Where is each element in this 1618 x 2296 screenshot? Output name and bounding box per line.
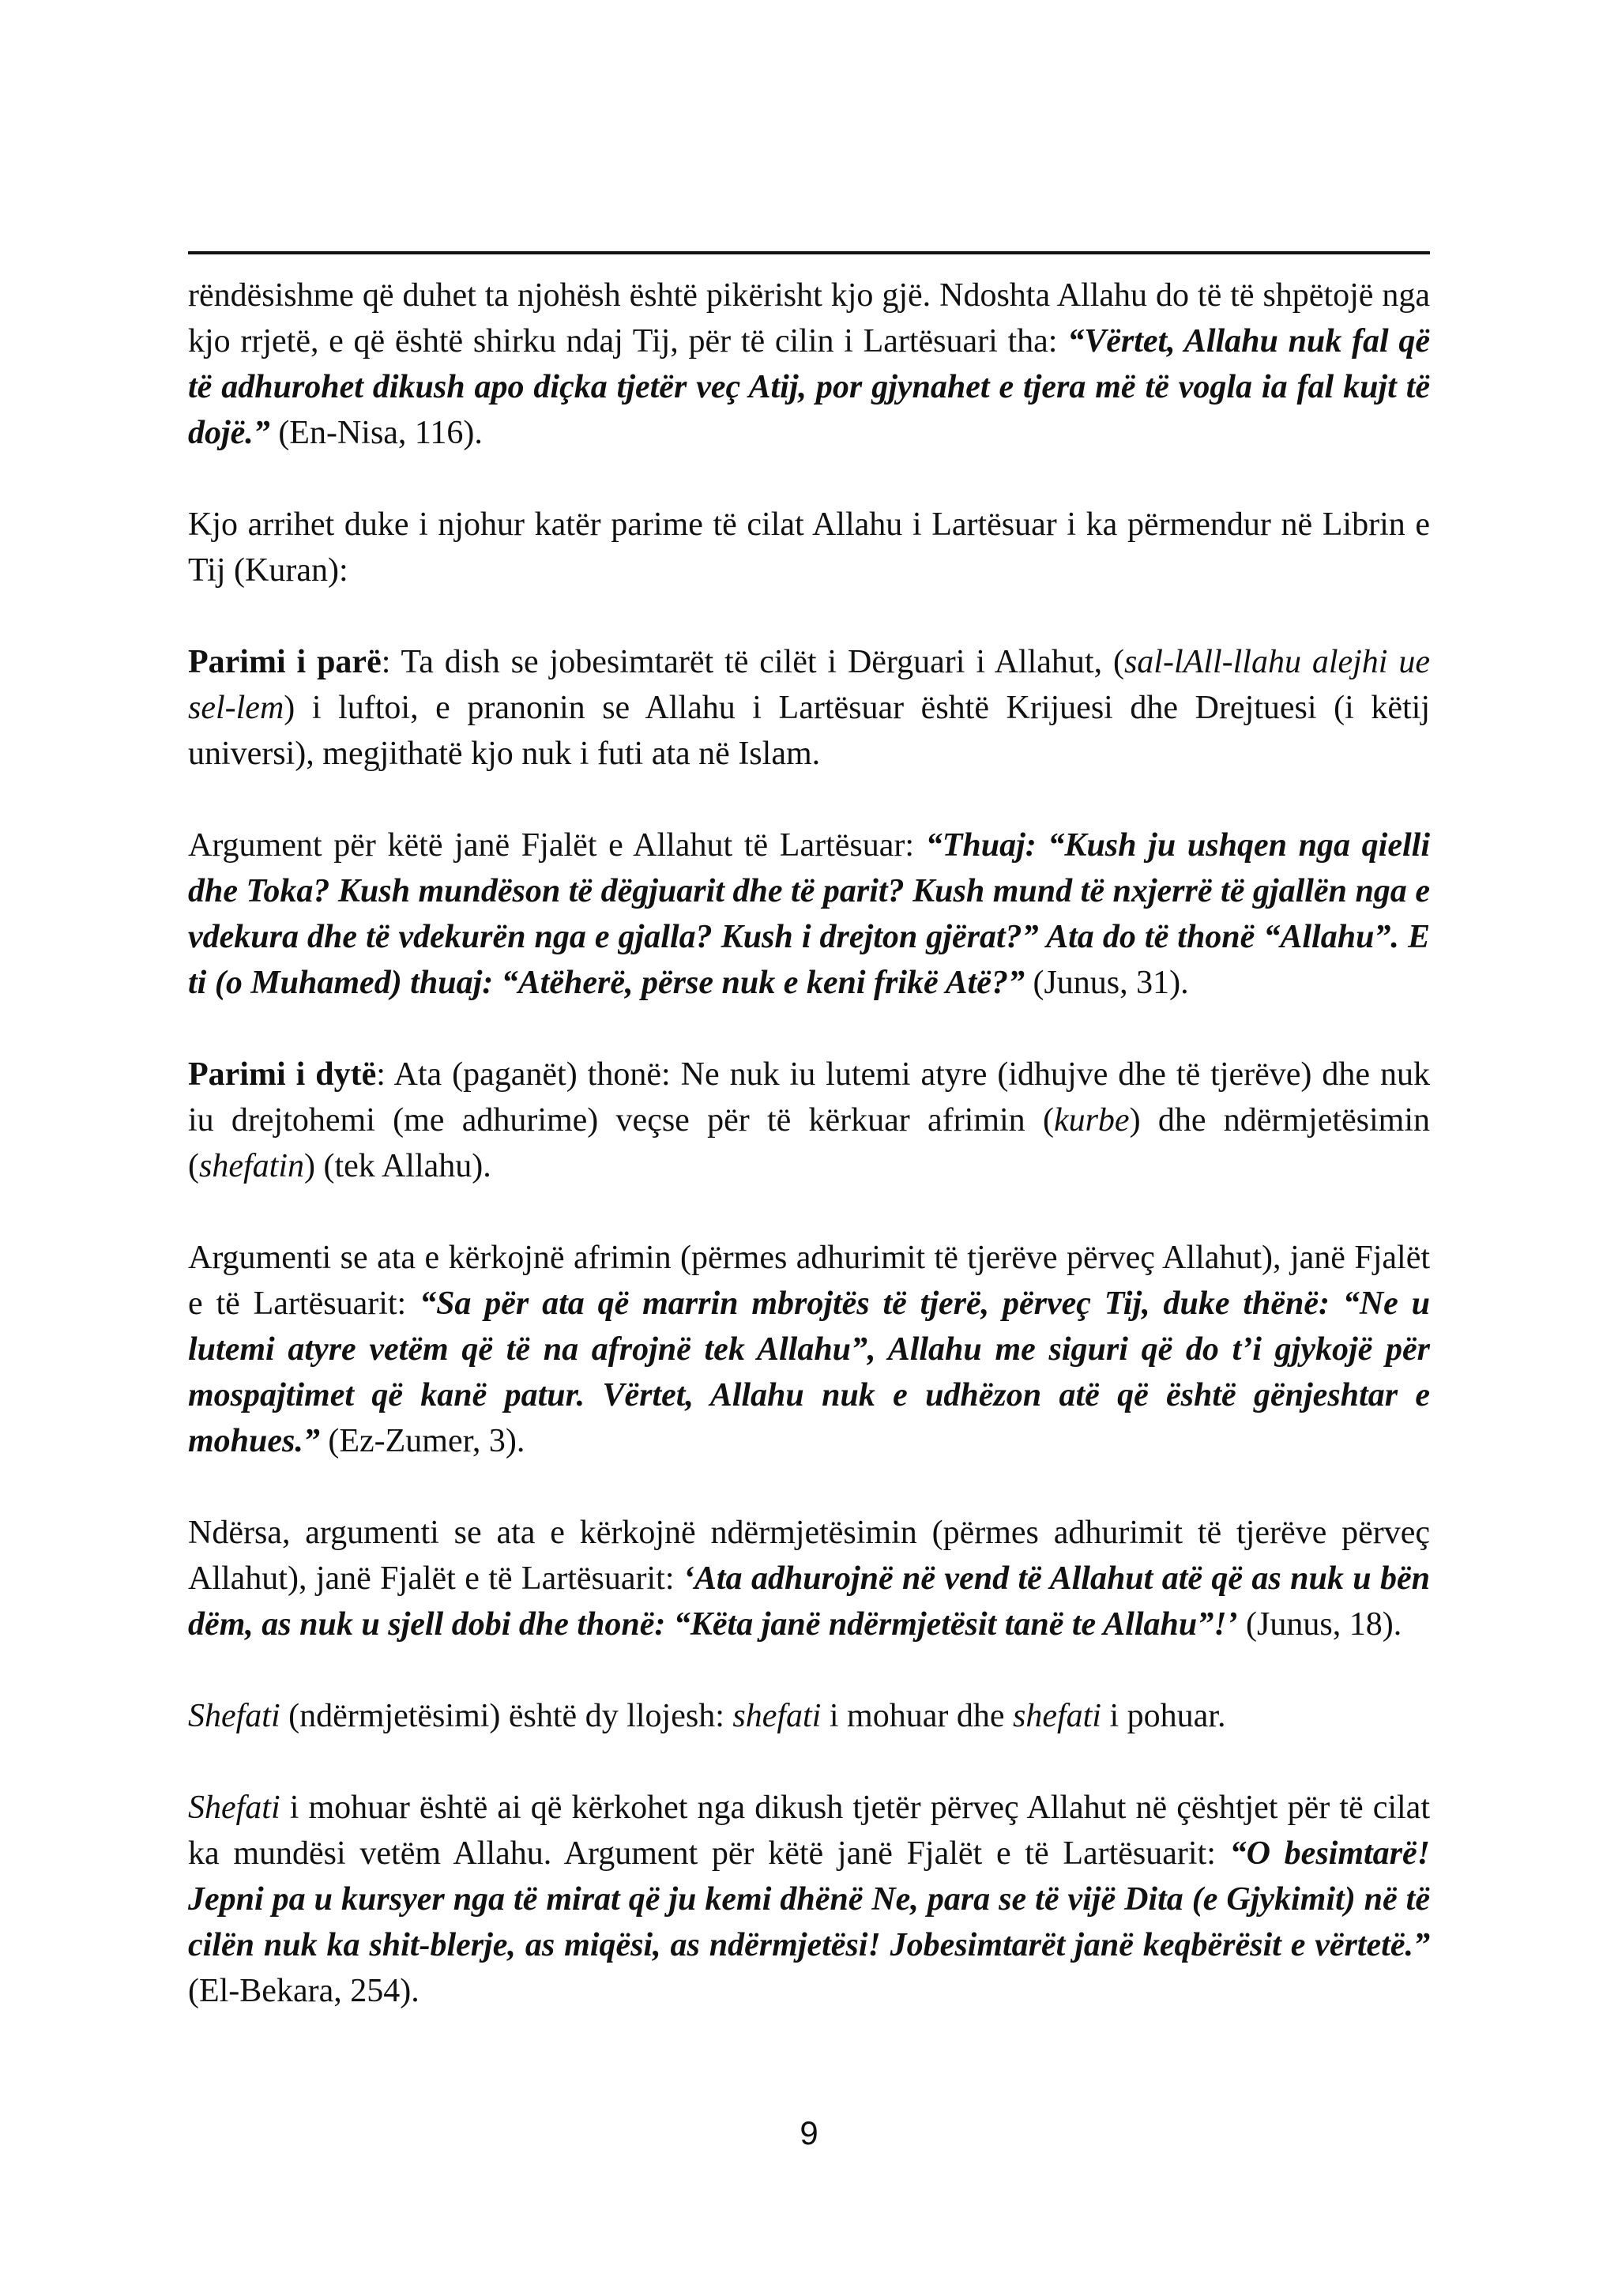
body-text (188, 273, 1430, 2060)
paragraph-text: : Ta dish se jobesimtarët të cilët i Dërguari i Allahut, ( (381, 644, 1124, 680)
paragraph-7 (188, 1510, 1430, 1647)
paragraph-4 (188, 822, 1430, 1006)
paragraph-1 (188, 273, 1430, 456)
paragraph-text: ) i luftoi, e pranonin se Allahu i Lartësuar është Krijuesi dhe Drejtuesi (i këtij universi), megjithatë kjo nuk i futi ata në Islam. (188, 690, 1430, 772)
footnote-separator-rule (188, 251, 1430, 254)
citation: (Junus, 18). (1237, 1606, 1402, 1643)
paragraph-text: Kjo arrihet duke i njohur katër parime të cilat Allahu i Lartësuar i ka përmendur në Librin e Tij (Kuran): (188, 506, 1430, 589)
paragraph-text: i mohuar është ai që kërkohet nga dikush tjetër përveç Allahut në çështjet për të cilat ka mundësi vetëm Allahu. Argument për këtë janë Fjalët e të Lartësuarit: (188, 1790, 1430, 1872)
term-italic: shefati (732, 1698, 822, 1734)
paragraph-text: ) dhe ndërmjetësimin ( (188, 1102, 1430, 1184)
paragraph-9 (188, 1785, 1430, 2014)
term-italic: shefatin (199, 1148, 304, 1184)
citation: (Junus, 31). (1024, 965, 1189, 1001)
principle-heading: Parimi i parë (188, 644, 382, 680)
paragraph-2 (188, 502, 1430, 593)
paragraph-6 (188, 1235, 1430, 1464)
paragraph-text: Argument për këtë janë Fjalët e Allahut të Lartësuar: (188, 827, 926, 864)
paragraph-text: Ndërsa, argumenti se ata e kërkojnë ndërmjetësimin (përmes adhurimit të tjerëve përveç Allahut), janë Fjalët e të Lartësuarit: (188, 1515, 1430, 1597)
quran-quote: “Vërtet, Allahu nuk fal që të adhurohet dikush apo diçka tjetër veç Atij, por gjynahet e tjera më të vogla ia fal kujt të dojë.” (188, 323, 1430, 451)
quran-quote: “Thuaj: “Kush ju ushqen nga qielli dhe Toka? Kush mundëson të dëgjuarit dhe të parit? Kush mund të nxjerrë të gjallën nga e vdekura dhe të vdekurën nga e gjalla? Kush i drejton gjërat?” Ata do të thonë “Allahu”. E ti (o Muhamed) thuaj: “Atëherë, përse nuk e keni frikë Atë?” (188, 827, 1430, 1001)
salutation-italic: sal-lAll-llahu alejhi ue sel-lem (188, 644, 1431, 726)
citation: (En-Nisa, 116). (269, 415, 483, 451)
paragraph-5 (188, 1052, 1430, 1189)
page-number: 9 (800, 2114, 818, 2151)
term-italic: shefati (1012, 1698, 1101, 1734)
paragraph-8 (188, 1693, 1430, 1739)
paragraph-text: i mohuar dhe (821, 1698, 1013, 1734)
paragraph-text: ) (tek Allahu). (304, 1148, 491, 1184)
term-italic: Shefati (188, 1790, 280, 1826)
paragraph-text: : Ata (paganët) thonë: Ne nuk iu lutemi atyre (idhujve dhe të tjerëve) dhe nuk iu drejtohemi (me adhurime) veçse për të kërkuar afrimin ( (188, 1056, 1430, 1139)
quran-quote: “O besimtarë! Jepni pa u kursyer nga të mirat që ju kemi dhënë Ne, para se të vijë Dita (e Gjykimit) në të cilën nuk ka shit-blerje, as miqësi, as ndërmjetësi! Jobesimtarët janë keqbërësit e vërtetë.” (188, 1835, 1430, 1963)
paragraph-text: Argumenti se ata e kërkojnë afrimin (përmes adhurimit të tjerëve përveç Allahut), janë Fjalët e të Lartësuarit: (188, 1240, 1430, 1322)
paragraph-text: rëndësishme që duhet ta njohësh është pikërisht kjo gjë. Ndoshta Allahu do të të shpëtojë nga kjo rrjetë, e që është shirku ndaj Tij, për të cilin i Lartësuari tha: (188, 277, 1430, 359)
citation: (Ez-Zumer, 3). (319, 1423, 525, 1459)
quran-quote: ‘Ata adhurojnë në vend të Allahut atë që as nuk u bën dëm, as nuk u sjell dobi dhe thonë: “Këta janë ndërmjetësit tanë te Allahu”!’ (188, 1560, 1430, 1643)
term-italic: kurbe (1053, 1102, 1130, 1139)
quran-quote: “Sa për ata që marrin mbrojtës të tjerë, përveç Tij, duke thënë: “Ne u lutemi atyre vetëm që të na afrojnë tek Allahu”, Allahu me siguri që do t’i gjykojë për mospajtimet që kanë patur. Vërtet, Allahu nuk e udhëzon atë që është gënjeshtar e mohues.” (188, 1285, 1430, 1459)
term-italic: Shefati (188, 1698, 280, 1734)
paragraph-text: i pohuar. (1101, 1698, 1226, 1734)
citation: (El-Bekara, 254). (188, 1973, 420, 2009)
paragraph-3 (188, 639, 1430, 777)
paragraph-text: (ndërmjetësimi) është dy llojesh: (280, 1698, 733, 1734)
principle-heading: Parimi i dytë (188, 1056, 377, 1093)
